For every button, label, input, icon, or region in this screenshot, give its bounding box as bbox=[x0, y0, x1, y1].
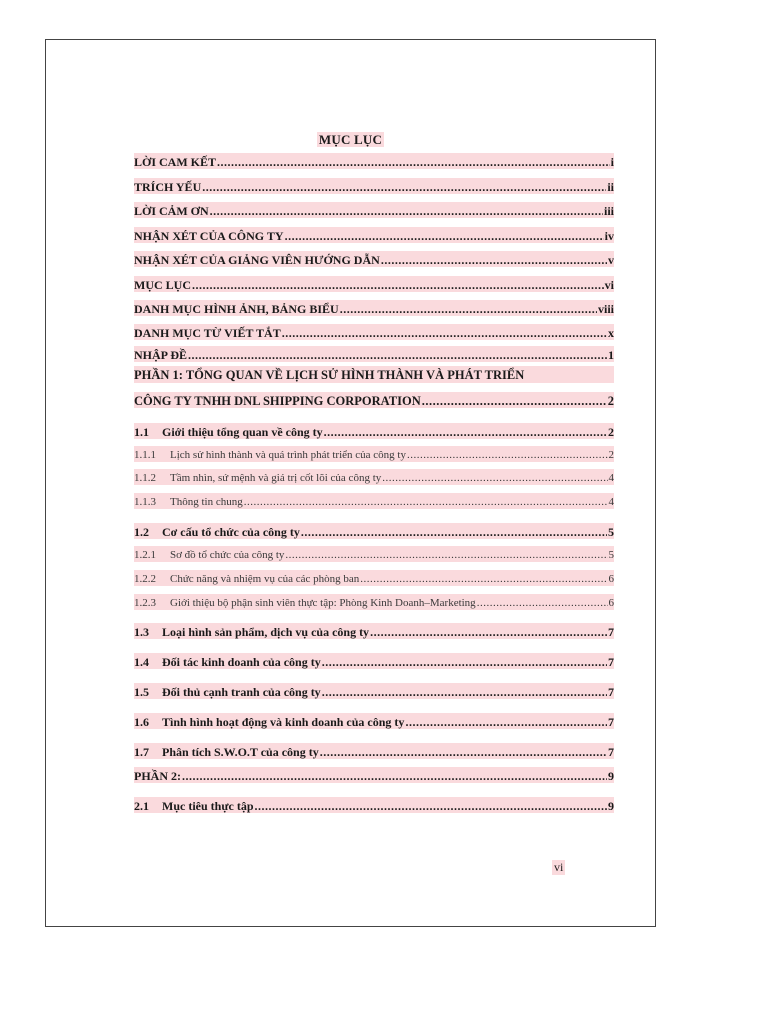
page-number: vi bbox=[554, 860, 564, 874]
toc-entry[interactable]: 1.2 Cơ cấu tổ chức của công ty ..... 5 bbox=[134, 523, 614, 539]
toc-entry[interactable]: 1.7 Phân tích S.W.O.T của công ty ..... 7 bbox=[134, 743, 614, 759]
toc-title: MỤC LỤC bbox=[318, 132, 383, 147]
document-page bbox=[45, 39, 656, 927]
toc-entry[interactable]: 1.4 Đối tác kinh doanh của công ty ..... 7 bbox=[134, 653, 614, 669]
toc-entry[interactable]: LỜI CAM KẾT ..... i bbox=[134, 153, 614, 169]
toc-entry[interactable]: NHẬN XÉT CỦA GIẢNG VIÊN HƯỚNG DẪN ..... v bbox=[134, 251, 614, 267]
toc-entry[interactable]: 1.1.1 Lịch sử hình thành và quá trình phát triển của công ty ..... 2 bbox=[134, 446, 614, 462]
toc-entry[interactable]: MỤC LỤC ..... vi bbox=[134, 276, 614, 292]
toc-entry[interactable]: 1.6 Tình hình hoạt động và kinh doanh của công ty ..... 7 bbox=[134, 713, 614, 729]
toc-entry[interactable]: TRÍCH YẾU ..... ii bbox=[134, 178, 614, 194]
toc-entry[interactable]: CÔNG TY TNHH DNL SHIPPING CORPORATION ..... 2 bbox=[134, 392, 614, 408]
toc-entry[interactable]: 1.1.2 Tầm nhìn, sứ mệnh và giá trị cốt lõi của công ty ..... 4 bbox=[134, 469, 614, 485]
toc-entry[interactable]: 1.1.3 Thông tin chung ..... 4 bbox=[134, 493, 614, 509]
toc-entry[interactable]: 2.1 Mục tiêu thực tập ..... 9 bbox=[134, 797, 614, 813]
toc-entry[interactable]: 1.2.1 Sơ đồ tổ chức của công ty ..... 5 bbox=[134, 546, 614, 562]
toc-entry[interactable]: 1.5 Đối thủ cạnh tranh của công ty ..... 7 bbox=[134, 683, 614, 699]
toc-entry[interactable]: 1.1 Giới thiệu tổng quan về công ty ..... 2 bbox=[134, 423, 614, 439]
toc-entry[interactable]: 1.3 Loại hình sản phẩm, dịch vụ của công ty ..... 7 bbox=[134, 623, 614, 639]
toc-entry[interactable]: 1.2.3 Giới thiệu bộ phận sinh viên thực tập: Phòng Kinh Doanh–Marketing ..... 6 bbox=[134, 594, 614, 610]
toc-entry[interactable]: 1.2.2 Chức năng và nhiệm vụ của các phòng ban ..... 6 bbox=[134, 570, 614, 586]
toc-entry[interactable]: DANH MỤC TỪ VIẾT TẮT ..... x bbox=[134, 324, 614, 340]
toc-entry[interactable]: DANH MỤC HÌNH ẢNH, BẢNG BIỂU ..... viii bbox=[134, 300, 614, 316]
toc-entry[interactable]: NHẬN XÉT CỦA CÔNG TY ..... iv bbox=[134, 227, 614, 243]
toc-part-heading[interactable]: PHẦN 1: TỔNG QUAN VỀ LỊCH SỬ HÌNH THÀNH VÀ PHÁT TRIỂN bbox=[134, 366, 614, 383]
toc-entry[interactable]: NHẬP ĐỀ ..... 1 bbox=[134, 346, 614, 362]
toc-entry[interactable]: LỜI CẢM ƠN ..... iii bbox=[134, 202, 614, 218]
toc-entry[interactable]: PHẦN 2: ..... 9 bbox=[134, 767, 614, 783]
